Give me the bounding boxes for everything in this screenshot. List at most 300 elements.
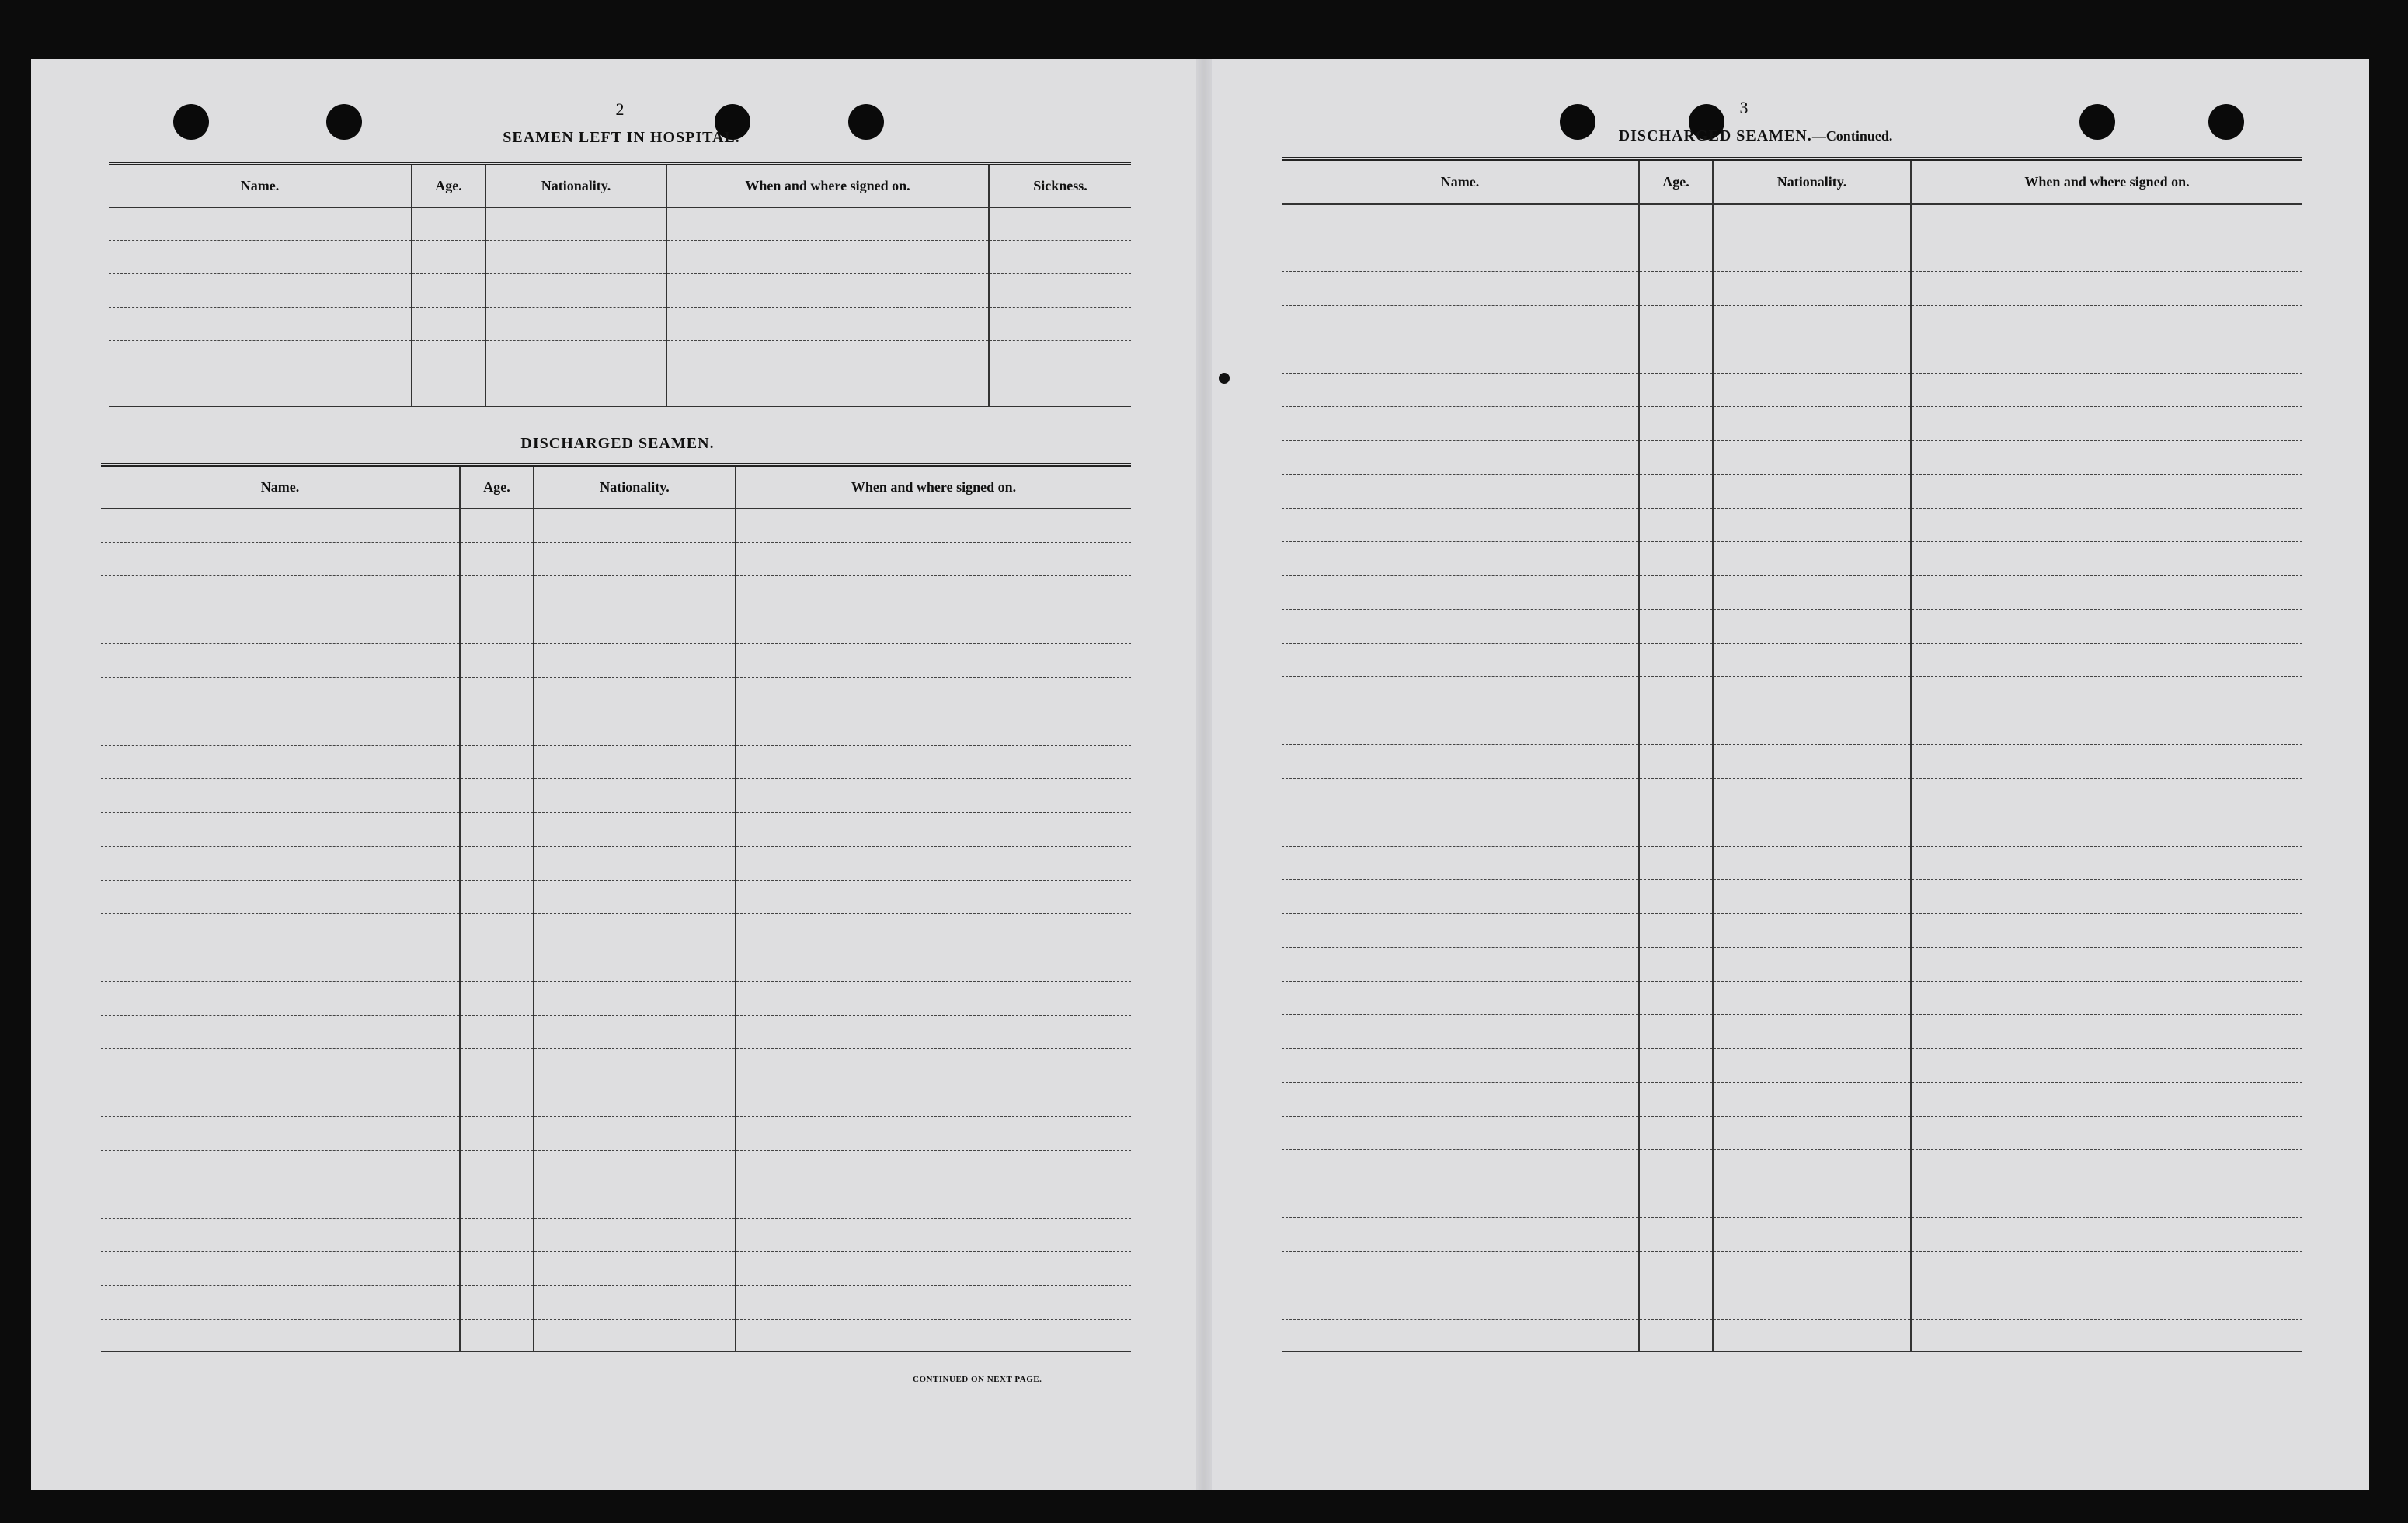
blank-cell: [1282, 339, 1639, 374]
blank-cell: [736, 509, 1131, 543]
blank-cell: [485, 308, 666, 341]
blank-cell: [1282, 407, 1639, 441]
column-header-signed-on: When and where signed on.: [1911, 159, 2302, 204]
table-row: [101, 509, 1131, 543]
blank-cell: [1713, 610, 1911, 644]
discharged-table: [101, 463, 1131, 1354]
blank-cell: [1282, 373, 1639, 407]
blank-cell: [1282, 643, 1639, 677]
blank-cell: [736, 880, 1131, 914]
blank-cell: [101, 847, 460, 881]
table-row: [101, 812, 1131, 847]
punch-hole: [2079, 104, 2115, 140]
table-row: [101, 1117, 1131, 1151]
blank-cell: [1639, 745, 1713, 779]
blank-cell: [101, 880, 460, 914]
blank-cell: [460, 610, 534, 644]
blank-cell: [1639, 339, 1713, 374]
blank-cell: [1639, 1015, 1713, 1049]
blank-cell: [736, 1218, 1131, 1252]
column-header-nationality: Nationality.: [485, 164, 666, 207]
blank-cell: [101, 948, 460, 982]
table-row: [101, 1184, 1131, 1219]
table-row: [1282, 1083, 2302, 1117]
blank-cell: [1911, 711, 2302, 745]
blank-cell: [1639, 1184, 1713, 1218]
blank-cell: [534, 644, 736, 678]
blank-cell: [1911, 1015, 2302, 1049]
table-row: [1282, 1251, 2302, 1285]
blank-cell: [534, 1184, 736, 1219]
blank-cell: [109, 207, 412, 241]
blank-cell: [101, 1285, 460, 1320]
table-row: [1282, 880, 2302, 914]
blank-cell: [534, 576, 736, 610]
blank-cell: [666, 207, 989, 241]
hospital-section-title: SEAMEN LEFT IN HOSPITAL.: [503, 129, 740, 146]
blank-cell: [1639, 1218, 1713, 1252]
blank-cell: [1911, 1048, 2302, 1083]
blank-cell: [989, 374, 1131, 408]
blank-cell: [485, 374, 666, 408]
blank-cell: [101, 1117, 460, 1151]
blank-cell: [460, 677, 534, 711]
blank-cell: [1911, 1251, 2302, 1285]
blank-cell: [1911, 948, 2302, 982]
blank-cell: [736, 982, 1131, 1016]
blank-cell: [485, 207, 666, 241]
blank-cell: [1639, 981, 1713, 1015]
table-row: [1282, 1285, 2302, 1320]
blank-cell: [534, 982, 736, 1016]
blank-cell: [1713, 440, 1911, 475]
blank-cell: [1282, 880, 1639, 914]
blank-cell: [736, 1049, 1131, 1083]
blank-cell: [1282, 846, 1639, 880]
blank-cell: [534, 745, 736, 779]
blank-cell: [101, 1218, 460, 1252]
blank-cell: [1713, 846, 1911, 880]
blank-cell: [101, 779, 460, 813]
blank-cell: [1713, 643, 1911, 677]
blank-cell: [1713, 204, 1911, 238]
blank-cell: [1713, 1150, 1911, 1184]
table-row: [101, 542, 1131, 576]
table-row: [1282, 204, 2302, 238]
table-row: [1282, 407, 2302, 441]
blank-cell: [1639, 542, 1713, 576]
blank-cell: [989, 241, 1131, 274]
blank-cell: [1639, 1048, 1713, 1083]
blank-cell: [1713, 1251, 1911, 1285]
table-row: [1282, 575, 2302, 610]
table-row: [1282, 812, 2302, 847]
blank-cell: [109, 308, 412, 341]
table-row: [1282, 1015, 2302, 1049]
blank-cell: [101, 542, 460, 576]
blank-cell: [534, 1049, 736, 1083]
column-header-signed-on: When and where signed on.: [736, 465, 1131, 509]
table-row: [101, 1049, 1131, 1083]
blank-cell: [460, 745, 534, 779]
blank-cell: [1911, 575, 2302, 610]
blank-cell: [460, 1285, 534, 1320]
punch-hole: [1560, 104, 1595, 140]
discharged-continued-title: [1619, 127, 1893, 145]
blank-cell: [1713, 542, 1911, 576]
form-sheet: [31, 59, 2369, 1490]
blank-cell: [109, 374, 412, 408]
column-header-name: Name.: [101, 465, 460, 509]
blank-cell: [109, 274, 412, 308]
blank-cell: [460, 914, 534, 948]
table-row: [1282, 677, 2302, 711]
table-row: [1282, 846, 2302, 880]
blank-cell: [460, 1117, 534, 1151]
blank-cell: [1713, 407, 1911, 441]
blank-cell: [101, 1015, 460, 1049]
blank-cell: [736, 745, 1131, 779]
blank-cell: [101, 576, 460, 610]
blank-cell: [1282, 745, 1639, 779]
table-row: [101, 1285, 1131, 1320]
blank-cell: [485, 241, 666, 274]
table-row: [1282, 305, 2302, 339]
blank-cell: [1911, 1218, 2302, 1252]
blank-cell: [101, 1150, 460, 1184]
blank-cell: [1911, 204, 2302, 238]
table-row: [101, 610, 1131, 644]
blank-cell: [1713, 1285, 1911, 1320]
blank-cell: [1713, 1184, 1911, 1218]
blank-cell: [534, 1252, 736, 1286]
blank-cell: [1639, 204, 1713, 238]
blank-cell: [534, 779, 736, 813]
section-title-text: DISCHARGED SEAMEN.: [1618, 127, 1812, 144]
blank-cell: [101, 677, 460, 711]
blank-cell: [736, 1083, 1131, 1117]
table-row: [1282, 508, 2302, 542]
blank-cell: [534, 1117, 736, 1151]
blank-cell: [101, 1049, 460, 1083]
blank-cell: [1713, 339, 1911, 374]
blank-cell: [1639, 1251, 1713, 1285]
blank-cell: [1282, 204, 1639, 238]
blank-cell: [460, 982, 534, 1016]
page-number: 2: [615, 99, 625, 119]
blank-cell: [534, 847, 736, 881]
blank-cell: [1639, 948, 1713, 982]
blank-cell: [460, 779, 534, 813]
blank-cell: [460, 948, 534, 982]
hospital-table: [109, 162, 1131, 409]
blank-cell: [412, 374, 485, 408]
table-row: [101, 711, 1131, 746]
blank-cell: [1911, 475, 2302, 509]
blank-cell: [736, 779, 1131, 813]
right-page: [1212, 59, 2369, 1490]
blank-cell: [1639, 1150, 1713, 1184]
blank-cell: [101, 914, 460, 948]
blank-cell: [101, 610, 460, 644]
blank-cell: [1639, 913, 1713, 948]
blank-cell: [1713, 508, 1911, 542]
blank-cell: [1911, 1083, 2302, 1117]
blank-cell: [1911, 508, 2302, 542]
table-row: [1282, 1048, 2302, 1083]
table-row: [101, 644, 1131, 678]
blank-cell: [460, 1083, 534, 1117]
blank-cell: [1713, 575, 1911, 610]
column-header-sickness: Sickness.: [989, 164, 1131, 207]
blank-cell: [1639, 575, 1713, 610]
blank-cell: [534, 880, 736, 914]
table-row: [1282, 745, 2302, 779]
blank-cell: [412, 341, 485, 374]
blank-cell: [1282, 711, 1639, 745]
blank-cell: [534, 610, 736, 644]
blank-cell: [1713, 373, 1911, 407]
table-row: [101, 745, 1131, 779]
blank-cell: [1713, 711, 1911, 745]
blank-cell: [101, 644, 460, 678]
blank-cell: [1911, 643, 2302, 677]
blank-cell: [412, 241, 485, 274]
blank-cell: [412, 308, 485, 341]
blank-cell: [1639, 610, 1713, 644]
blank-cell: [1713, 1083, 1911, 1117]
table-row: [101, 1083, 1131, 1117]
blank-cell: [101, 745, 460, 779]
table-row: [1282, 778, 2302, 812]
table-row: [101, 948, 1131, 982]
table-row: [1282, 981, 2302, 1015]
table-row: [109, 241, 1131, 274]
blank-cell: [1282, 1218, 1639, 1252]
blank-cell: [1282, 475, 1639, 509]
blank-cell: [1639, 677, 1713, 711]
blank-cell: [736, 1015, 1131, 1049]
blank-cell: [736, 1117, 1131, 1151]
column-header-nationality: Nationality.: [534, 465, 736, 509]
blank-cell: [485, 274, 666, 308]
blank-cell: [736, 914, 1131, 948]
column-header-name: Name.: [1282, 159, 1639, 204]
column-header-nationality: Nationality.: [1713, 159, 1911, 204]
blank-cell: [989, 274, 1131, 308]
blank-cell: [101, 711, 460, 746]
blank-cell: [1639, 1285, 1713, 1320]
blank-cell: [1911, 440, 2302, 475]
blank-cell: [534, 1285, 736, 1320]
blank-cell: [534, 1218, 736, 1252]
table-row: [1282, 913, 2302, 948]
blank-cell: [1282, 440, 1639, 475]
table-row: [101, 1015, 1131, 1049]
blank-cell: [534, 914, 736, 948]
blank-cell: [989, 207, 1131, 241]
blank-cell: [1911, 272, 2302, 306]
table-row: [1282, 339, 2302, 374]
blank-cell: [101, 509, 460, 543]
blank-cell: [1713, 1218, 1911, 1252]
blank-cell: [534, 948, 736, 982]
blank-cell: [1911, 913, 2302, 948]
blank-cell: [1639, 272, 1713, 306]
blank-cell: [1713, 913, 1911, 948]
blank-cell: [1713, 812, 1911, 847]
blank-cell: [736, 576, 1131, 610]
blank-cell: [534, 1083, 736, 1117]
blank-cell: [736, 610, 1131, 644]
blank-cell: [1911, 846, 2302, 880]
blank-cell: [666, 274, 989, 308]
blank-cell: [1282, 981, 1639, 1015]
table-row: [1282, 1150, 2302, 1184]
table-row: [1282, 238, 2302, 272]
blank-cell: [460, 509, 534, 543]
blank-cell: [1282, 778, 1639, 812]
blank-cell: [1713, 745, 1911, 779]
table-row: [1282, 643, 2302, 677]
blank-cell: [1282, 238, 1639, 272]
blank-cell: [1911, 880, 2302, 914]
blank-cell: [1911, 778, 2302, 812]
blank-cell: [412, 207, 485, 241]
blank-cell: [1911, 339, 2302, 374]
blank-cell: [1282, 575, 1639, 610]
blank-cell: [1713, 1015, 1911, 1049]
blank-cell: [1282, 1083, 1639, 1117]
table-row: [101, 914, 1131, 948]
blank-cell: [1282, 610, 1639, 644]
blank-cell: [1713, 238, 1911, 272]
blank-cell: [736, 1252, 1131, 1286]
blank-cell: [1282, 542, 1639, 576]
table-row: [109, 274, 1131, 308]
blank-cell: [1282, 1319, 1639, 1353]
table-row: [1282, 272, 2302, 306]
blank-cell: [736, 1320, 1131, 1354]
blank-cell: [460, 644, 534, 678]
blank-cell: [534, 711, 736, 746]
table-row: [101, 880, 1131, 914]
blank-cell: [101, 812, 460, 847]
blank-cell: [1713, 1048, 1911, 1083]
blank-cell: [1911, 677, 2302, 711]
table-row: [109, 374, 1131, 408]
blank-cell: [1639, 1116, 1713, 1150]
blank-cell: [460, 880, 534, 914]
blank-cell: [989, 341, 1131, 374]
discharged-section-title: DISCHARGED SEAMEN.: [520, 435, 715, 452]
table-row: [1282, 1116, 2302, 1150]
blank-cell: [460, 1015, 534, 1049]
blank-cell: [736, 677, 1131, 711]
table-row: [101, 982, 1131, 1016]
blank-cell: [1282, 913, 1639, 948]
blank-cell: [1282, 508, 1639, 542]
blank-cell: [1911, 981, 2302, 1015]
punch-hole: [173, 104, 209, 140]
column-header-signed-on: When and where signed on.: [666, 164, 989, 207]
blank-cell: [460, 1049, 534, 1083]
table-row: [109, 207, 1131, 241]
table-row: [1282, 542, 2302, 576]
table-row: [109, 341, 1131, 374]
blank-cell: [666, 241, 989, 274]
blank-cell: [101, 1320, 460, 1354]
blank-cell: [1713, 272, 1911, 306]
blank-cell: [989, 308, 1131, 341]
blank-cell: [460, 812, 534, 847]
blank-cell: [736, 644, 1131, 678]
table-row: [1282, 1184, 2302, 1218]
blank-cell: [1911, 373, 2302, 407]
blank-cell: [1639, 643, 1713, 677]
blank-cell: [1713, 677, 1911, 711]
blank-cell: [666, 308, 989, 341]
blank-cell: [1282, 1184, 1639, 1218]
blank-cell: [1282, 305, 1639, 339]
table-row: [101, 677, 1131, 711]
blank-cell: [460, 1320, 534, 1354]
table-row: [1282, 440, 2302, 475]
table-row: [1282, 711, 2302, 745]
blank-cell: [1911, 610, 2302, 644]
punch-hole: [2208, 104, 2244, 140]
blank-cell: [736, 948, 1131, 982]
table-row: [101, 1252, 1131, 1286]
column-header-age: Age.: [412, 164, 485, 207]
table-row: [109, 308, 1131, 341]
page-number: 3: [1739, 98, 1749, 117]
blank-cell: [1282, 1116, 1639, 1150]
blank-cell: [1282, 1285, 1639, 1320]
blank-cell: [1639, 508, 1713, 542]
blank-cell: [736, 812, 1131, 847]
table-row: [101, 847, 1131, 881]
blank-cell: [666, 341, 989, 374]
blank-cell: [1713, 880, 1911, 914]
blank-cell: [534, 542, 736, 576]
blank-cell: [460, 542, 534, 576]
blank-cell: [1911, 238, 2302, 272]
blank-cell: [101, 1083, 460, 1117]
blank-cell: [1639, 407, 1713, 441]
blank-cell: [1639, 305, 1713, 339]
blank-cell: [460, 711, 534, 746]
blank-cell: [1639, 475, 1713, 509]
table-row: [101, 1150, 1131, 1184]
blank-cell: [1282, 1251, 1639, 1285]
page-fold: [1196, 59, 1212, 1490]
blank-cell: [1282, 1015, 1639, 1049]
blank-cell: [1911, 542, 2302, 576]
continued-note: CONTINUED ON NEXT PAGE.: [913, 1375, 1042, 1384]
blank-cell: [666, 374, 989, 408]
blank-cell: [1713, 778, 1911, 812]
blank-cell: [1282, 812, 1639, 847]
blank-cell: [1639, 778, 1713, 812]
blank-cell: [1639, 812, 1713, 847]
blank-cell: [101, 982, 460, 1016]
blank-cell: [1639, 373, 1713, 407]
blank-cell: [736, 1150, 1131, 1184]
table-row: [1282, 1218, 2302, 1252]
blank-cell: [109, 341, 412, 374]
blank-cell: [101, 1252, 460, 1286]
